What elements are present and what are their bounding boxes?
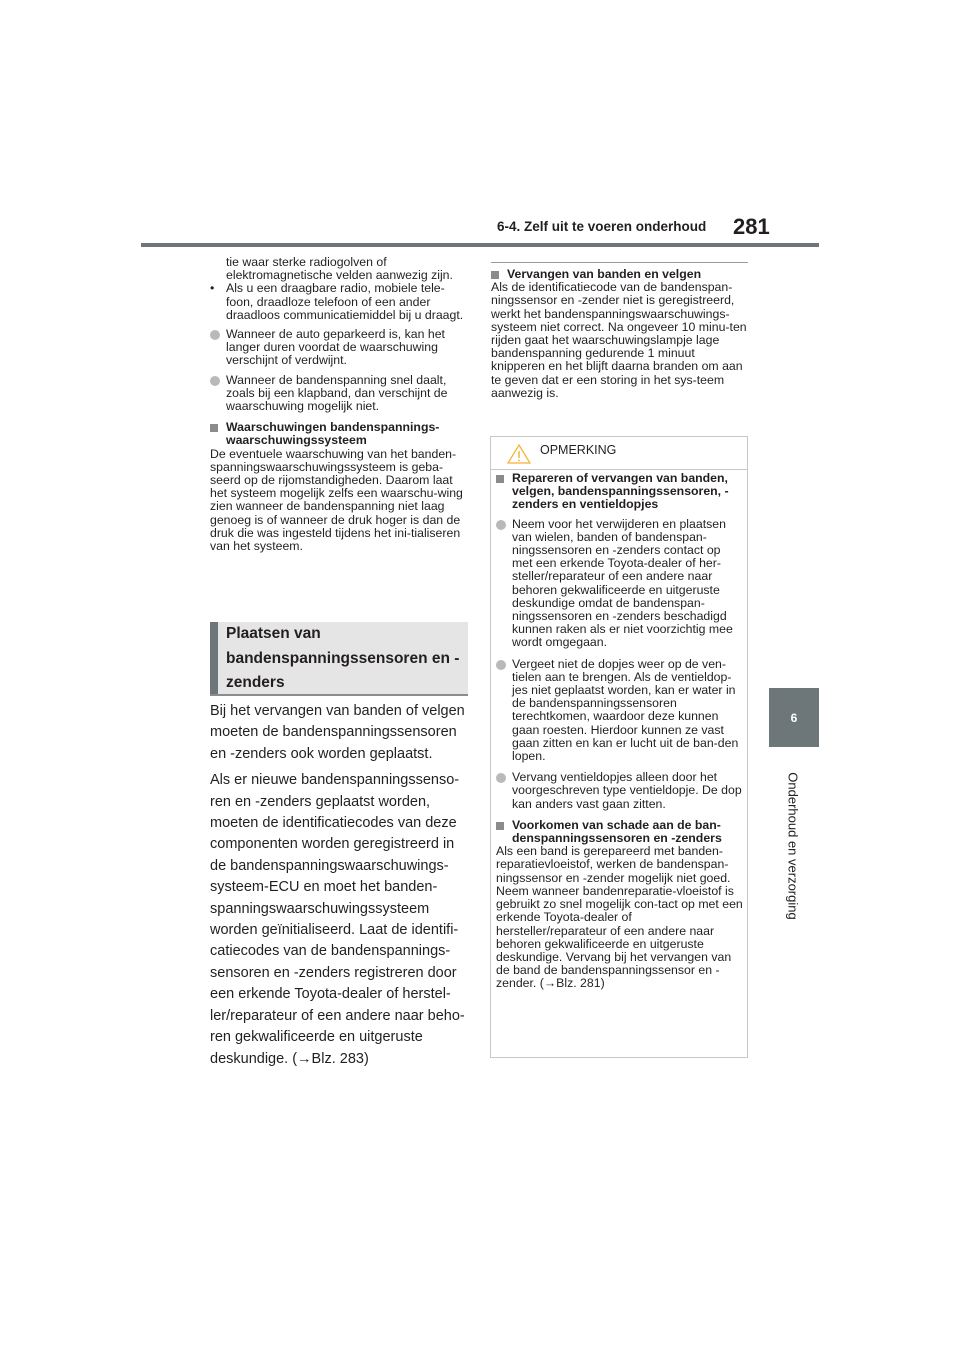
bullet-item — [210, 374, 468, 414]
bullet-dot-icon — [496, 658, 506, 673]
bullet-dot-icon — [496, 771, 506, 786]
bullet-text: Wanneer de auto geparkeerd is, kan het langer duren voordat de waarschuwing verschijnt of verdwijnt. — [226, 327, 445, 368]
section-heading-box — [210, 622, 468, 696]
note-bullet-item — [496, 518, 744, 650]
note-body — [496, 472, 744, 991]
header-rule — [141, 243, 819, 247]
note-bullet-text: Vergeet niet de dopjes weer op de ven-tielen aan te brengen. Als de ventieldop-jes niet geplaatst worden, kan er water in de bandenspanningssensoren terechtkomen, waardoor deze kunnen gaan roesten. Hierdoor kunnen ze vast gaan zitten en kan er lucht uit de ban-den lopen. — [512, 656, 739, 764]
intro-continuation: tie waar sterke radiogolven of elektromagnetische velden aanwezig zijn. — [226, 255, 453, 283]
note-header — [491, 437, 747, 469]
note-bullet-text: Vervang ventieldopjes alleen door het voorgeschreven type ventieldopje. De dop kan anders vast gaan zitten. — [512, 770, 742, 811]
sub-bullet-text: Als u een draagbare radio, mobiele tele-foon, draadloze telefoon of een ander draadloos communicatiemiddel bij u draagt. — [226, 281, 464, 322]
chapter-tab: 6 — [769, 688, 819, 747]
sub-bullet-mark: • — [210, 281, 215, 296]
page-number: 281 — [733, 214, 770, 239]
note-title: OPMERKING — [540, 443, 617, 457]
square-bullet-icon — [210, 421, 218, 435]
section-heading: Plaatsen van bandenspanningssensoren en -zenders — [226, 625, 460, 691]
square-bullet-icon — [491, 268, 499, 282]
warning-triangle-icon — [506, 443, 532, 470]
square-bullet-icon — [496, 472, 504, 486]
chapter-label — [770, 756, 816, 936]
warn-heading — [210, 421, 468, 447]
right-column-rule — [491, 262, 748, 263]
warn-text: De eventuele waarschuwing van het banden-spanningswaarschuwingssysteem is geba-seerd op de rijomstandigheden. Daarom laat het systeem mogelijk zelfs een waarschu-wing zien wanneer de bandenspanning niet laag genoeg is of wanneer de druk hoger is dan de druk die was ingesteld tijdens het ini-tialiseren van het systeem. — [210, 446, 463, 554]
right-heading — [491, 268, 749, 281]
sub-bullet-item — [210, 282, 468, 322]
bullet-item — [210, 328, 468, 368]
note-bullet-item — [496, 658, 744, 764]
warn-heading-text: Waarschuwingen bandenspannings-waarschuwingssysteem — [226, 420, 440, 448]
section-header: 6-4. Zelf uit te voeren onderhoud — [497, 219, 707, 234]
bullet-dot-icon — [210, 328, 220, 343]
chapter-title: Onderhoud en verzorging — [785, 772, 801, 920]
note-text-2: Als een band is gerepareerd met banden-reparatievloeistof, werken de bandenspan-ningssensor en -zender mogelijk niet goed. Neem wanneer bandenreparatie-vloeistof is gebruikt zo snel mogelijk con-tact op met een erkende Toyota-dealer of hersteller/reparateur of een andere naar behoren gekwalificeerde en uitgeruste deskundige. Vervang bij het vervangen van de band de bandenspanningssensor en -zender. (→Blz. 281) — [496, 844, 743, 991]
bullet-dot-icon — [496, 518, 506, 533]
note-heading-1-text: Repareren of vervangen van banden, velgen, bandenspanningssensoren, -zenders en ventieldopjes — [512, 471, 729, 512]
right-heading-text: Vervangen van banden en velgen — [507, 267, 702, 281]
right-text: Als de identificatiecode van de bandenspan-ningssensor en -zender niet is geregistreerd, werkt het bandenspanningswaarschuwings-systeem niet correct. Na ongeveer 10 minu-ten rijden gaat het waarschuwingslampje lage bandenspanning gedurende 1 minuut knipperen en het blijft daarna branden om aan te geven dat er een storing in het sys-teem aanwezig is. — [491, 280, 747, 400]
note-bullet-text: Neem voor het verwijderen en plaatsen van wielen, banden of bandenspan-ningssensoren en -zenders contact op met een erkende Toyota-dealer of her-steller/reparateur of een andere naar behoren gekwalificeerde en uitgeruste deskundige omdat de bandenspan-ningssensoren en -zenders beschadigd kunnen raken als er niet voorzichtig mee wordt omgegaan. — [512, 516, 733, 650]
note-heading-2-text: Voorkomen van schade aan de ban-denspanningssensoren en -zenders — [512, 817, 722, 846]
right-column — [491, 268, 749, 400]
note-bullet-item — [496, 771, 744, 811]
square-bullet-icon — [496, 819, 504, 833]
body-paragraph-1: Bij het vervangen van banden of velgen moeten de bandenspanningssensoren en -zenders ook worden geplaatst. — [210, 703, 465, 762]
note-heading-1 — [496, 472, 744, 512]
left-column — [210, 256, 468, 553]
body-paragraph-2: Als er nieuwe bandenspanningssenso-ren en -zenders geplaatst worden, moeten de identificatiecodes van deze componenten worden geregistreerd in de bandenspanningswaarschuwings-systeem-ECU en moet het banden-spanningswaarschuwingssysteem worden geïnitialiseerd. Laat de identifi-catiecodes van de bandenspannings-sensoren en -zenders registreren door een erkende Toyota-dealer of herstel-ler/reparateur of een andere naar beho-ren gekwalificeerde en uitgeruste deskundige. (→Blz. 283) — [210, 772, 465, 1067]
note-rule — [491, 469, 747, 470]
body-text — [210, 701, 472, 1075]
bullet-dot-icon — [210, 374, 220, 389]
note-heading-2 — [496, 819, 744, 845]
section-heading-bar — [210, 622, 218, 694]
bullet-text: Wanneer de bandenspanning snel daalt, zoals bij een klapband, dan verschijnt de waarschuwing mogelijk niet. — [226, 372, 448, 414]
